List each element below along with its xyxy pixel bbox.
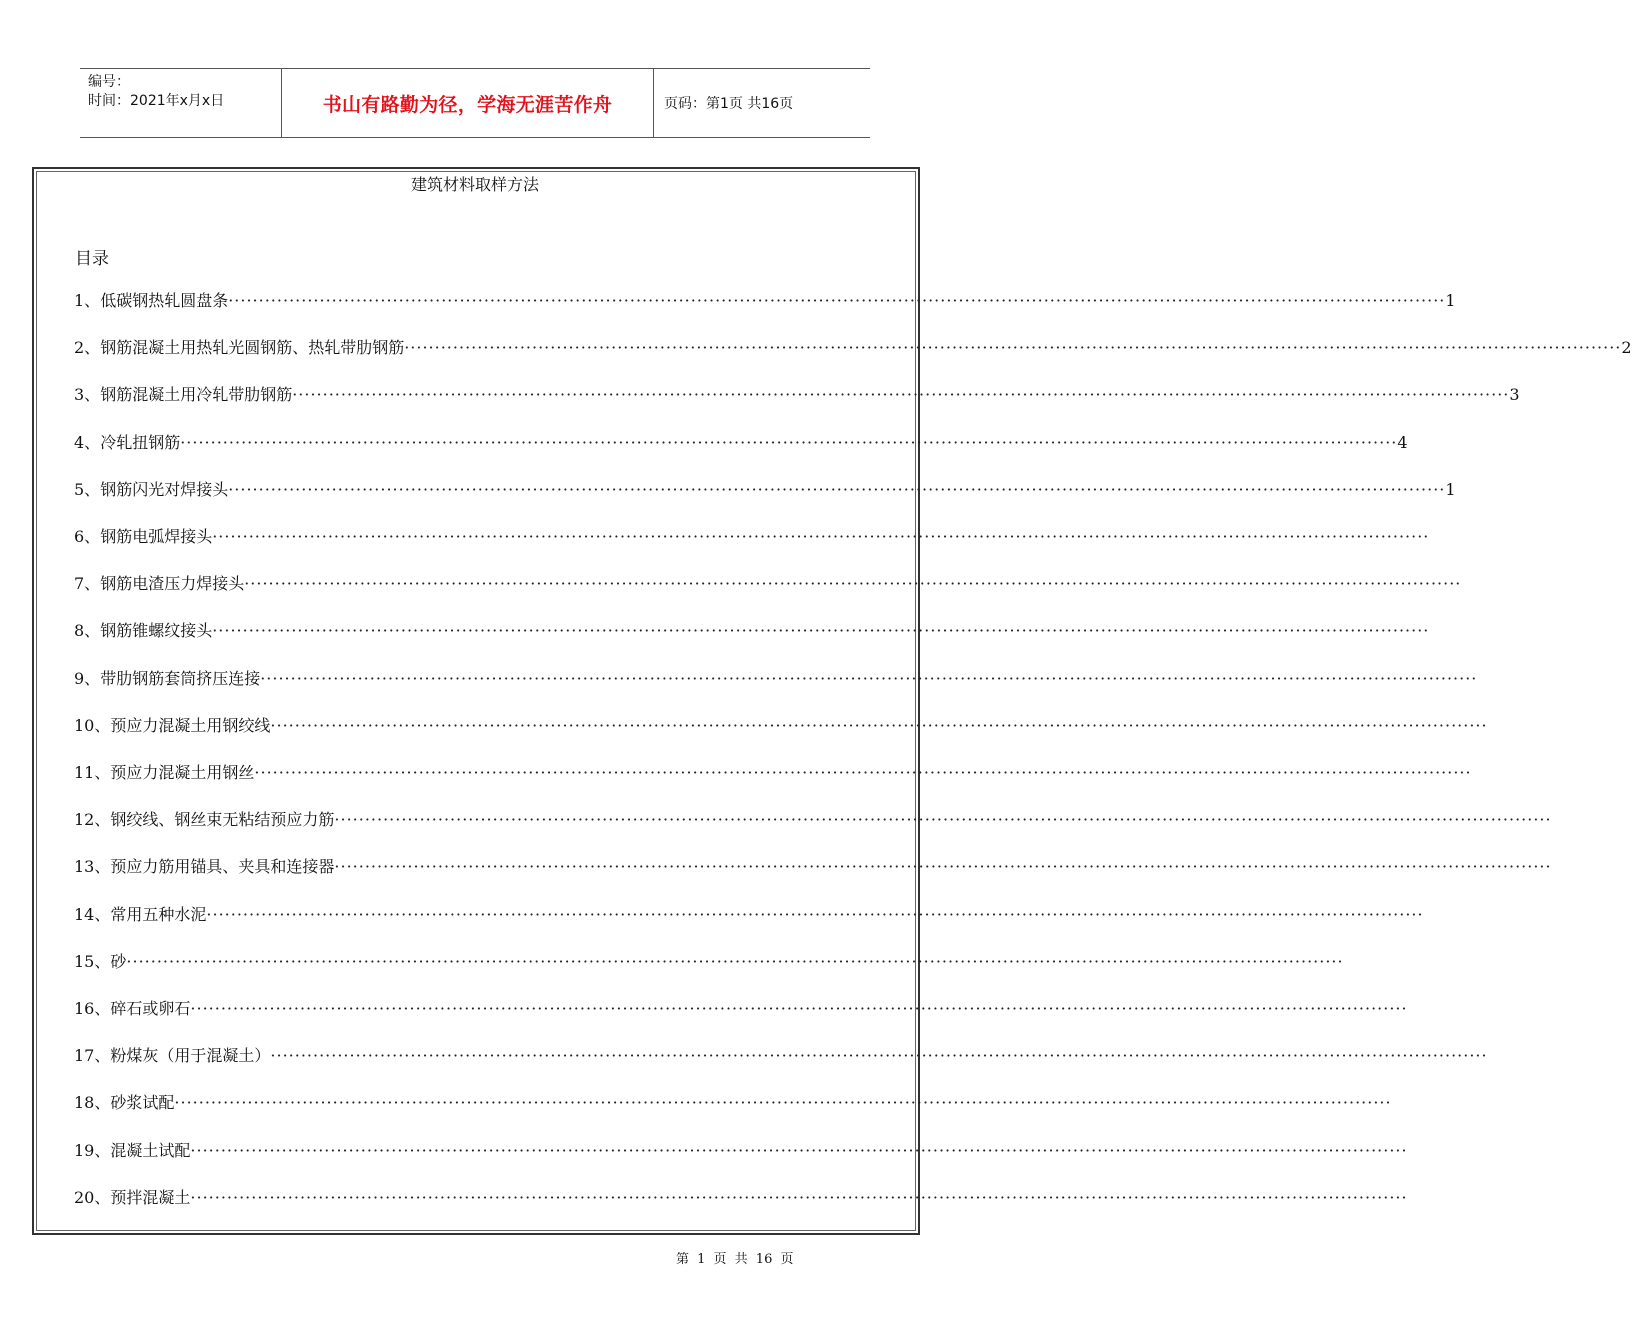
toc-leader-dots: ········································································································································································································ bbox=[180, 433, 1398, 452]
toc-leader-dots: ········································································································································································································ bbox=[334, 857, 1552, 876]
toc-item-title: 碎石或卵石 bbox=[110, 999, 191, 1018]
header-motto: 书山有路勤为径，学海无涯苦作舟 bbox=[282, 69, 654, 137]
toc-item bbox=[74, 526, 1430, 548]
toc-item-number: 1、 bbox=[74, 291, 101, 310]
toc-item-title: 低碳钢热轧圆盘条 bbox=[100, 291, 229, 310]
toc-item bbox=[74, 620, 1430, 642]
toc-item bbox=[74, 1140, 1408, 1162]
toc-item-number: 12、 bbox=[74, 810, 111, 829]
toc-item bbox=[74, 904, 1424, 926]
toc-item-title: 冷轧扭钢筋 bbox=[100, 433, 181, 452]
toc-item-number: 19、 bbox=[74, 1141, 111, 1160]
toc-item-number: 5、 bbox=[74, 480, 101, 499]
number-label: 编号： bbox=[88, 74, 130, 90]
toc-item-page: 2 bbox=[1621, 338, 1632, 357]
toc-leader-dots: ········································································································································································································ bbox=[206, 905, 1424, 924]
toc-item bbox=[74, 998, 1408, 1020]
toc-item bbox=[74, 668, 1478, 690]
toc-item bbox=[74, 856, 1552, 878]
toc-item-number: 16、 bbox=[74, 999, 111, 1018]
toc-item-title: 砂 bbox=[110, 952, 127, 971]
toc-item-number: 8、 bbox=[74, 621, 101, 640]
toc-leader-dots: ········································································································································································································ bbox=[334, 810, 1552, 829]
toc-leader-dots: ········································································································································································································ bbox=[212, 527, 1430, 546]
toc-heading: 目录 bbox=[75, 249, 109, 269]
toc-item-number: 2、 bbox=[74, 338, 101, 357]
toc-item-title: 常用五种水泥 bbox=[110, 905, 207, 924]
toc-item bbox=[74, 715, 1488, 737]
document-title: 建筑材料取样方法 bbox=[410, 175, 539, 194]
toc-item-title: 预应力混凝土用钢绞线 bbox=[110, 716, 271, 735]
toc-item-title: 预应力混凝土用钢丝 bbox=[110, 763, 255, 782]
date-label: 时间：2021年x月x日 bbox=[88, 93, 225, 109]
page-header bbox=[80, 68, 870, 138]
toc-item bbox=[74, 1045, 1488, 1067]
toc-item-title: 砂浆试配 bbox=[110, 1093, 175, 1112]
toc-item-page: 1 bbox=[1445, 480, 1456, 499]
toc-item-title: 混凝土试配 bbox=[110, 1141, 191, 1160]
toc-item-number: 3、 bbox=[74, 385, 101, 404]
toc-leader-dots: ········································································································································································································ bbox=[270, 1046, 1488, 1065]
toc-item-title: 预应力筋用锚具、夹具和连接器 bbox=[110, 857, 335, 876]
toc-item bbox=[74, 1187, 1408, 1209]
toc-item-title: 钢筋混凝土用冷轧带肋钢筋 bbox=[100, 385, 293, 404]
toc-leader-dots: ········································································································································································································ bbox=[228, 291, 1446, 310]
toc-item-number: 11、 bbox=[74, 763, 111, 782]
toc-item-title: 钢筋闪光对焊接头 bbox=[100, 480, 229, 499]
toc-item-number: 6、 bbox=[74, 527, 101, 546]
page-footer: 第 1 页 共 16 页 bbox=[676, 1252, 794, 1267]
toc-leader-dots: ········································································································································································································ bbox=[292, 385, 1510, 404]
toc-item-title: 钢筋混凝土用热轧光圆钢筋、热轧带肋钢筋 bbox=[100, 338, 405, 357]
toc-item bbox=[74, 290, 1456, 312]
toc-leader-dots: ········································································································································································································ bbox=[404, 338, 1622, 357]
toc-item-title: 钢筋电渣压力焊接头 bbox=[100, 574, 245, 593]
toc-item-number: 13、 bbox=[74, 857, 111, 876]
toc-item bbox=[74, 809, 1552, 831]
toc-item-number: 20、 bbox=[74, 1188, 111, 1207]
toc-item-number: 9、 bbox=[74, 669, 101, 688]
toc-item bbox=[74, 337, 1632, 359]
toc-item-title: 粉煤灰（用于混凝土） bbox=[110, 1046, 271, 1065]
toc-item bbox=[74, 432, 1408, 454]
toc-item-number: 7、 bbox=[74, 574, 101, 593]
toc-item bbox=[74, 1092, 1392, 1114]
toc-item-number: 18、 bbox=[74, 1093, 111, 1112]
toc-leader-dots: ········································································································································································································ bbox=[174, 1093, 1392, 1112]
header-page-info: 页码：第1页 共16页 bbox=[664, 96, 794, 112]
toc-item-number: 15、 bbox=[74, 952, 111, 971]
toc-item bbox=[74, 573, 1462, 595]
toc-item-title: 钢筋锥螺纹接头 bbox=[100, 621, 213, 640]
toc-item bbox=[74, 479, 1456, 501]
toc-leader-dots: ········································································································································································································ bbox=[190, 1188, 1408, 1207]
toc-leader-dots: ········································································································································································································ bbox=[260, 669, 1478, 688]
toc-item-page: 1 bbox=[1445, 291, 1456, 310]
toc-item-number: 10、 bbox=[74, 716, 111, 735]
toc-leader-dots: ········································································································································································································ bbox=[228, 480, 1446, 499]
toc-item bbox=[74, 762, 1472, 784]
toc-leader-dots: ········································································································································································································ bbox=[212, 621, 1430, 640]
toc-leader-dots: ········································································································································································································ bbox=[126, 952, 1344, 971]
toc-item bbox=[74, 951, 1344, 973]
header-meta bbox=[80, 69, 282, 137]
toc-item-title: 钢筋电弧焊接头 bbox=[100, 527, 213, 546]
toc-leader-dots: ········································································································································································································ bbox=[254, 763, 1472, 782]
toc-item-number: 14、 bbox=[74, 905, 111, 924]
toc-leader-dots: ········································································································································································································ bbox=[190, 999, 1408, 1018]
toc-leader-dots: ········································································································································································································ bbox=[244, 574, 1462, 593]
content-frame bbox=[32, 167, 920, 1235]
toc-item bbox=[74, 384, 1520, 406]
toc-item-title: 预拌混凝土 bbox=[110, 1188, 191, 1207]
toc-leader-dots: ········································································································································································································ bbox=[190, 1141, 1408, 1160]
toc-item-number: 4、 bbox=[74, 433, 101, 452]
toc-item-title: 钢绞线、钢丝束无粘结预应力筋 bbox=[110, 810, 335, 829]
toc-item-title: 带肋钢筋套筒挤压连接 bbox=[100, 669, 261, 688]
toc-item-page: 4 bbox=[1397, 433, 1408, 452]
toc-item-page: 3 bbox=[1509, 385, 1520, 404]
toc-leader-dots: ········································································································································································································ bbox=[270, 716, 1488, 735]
toc-item-number: 17、 bbox=[74, 1046, 111, 1065]
